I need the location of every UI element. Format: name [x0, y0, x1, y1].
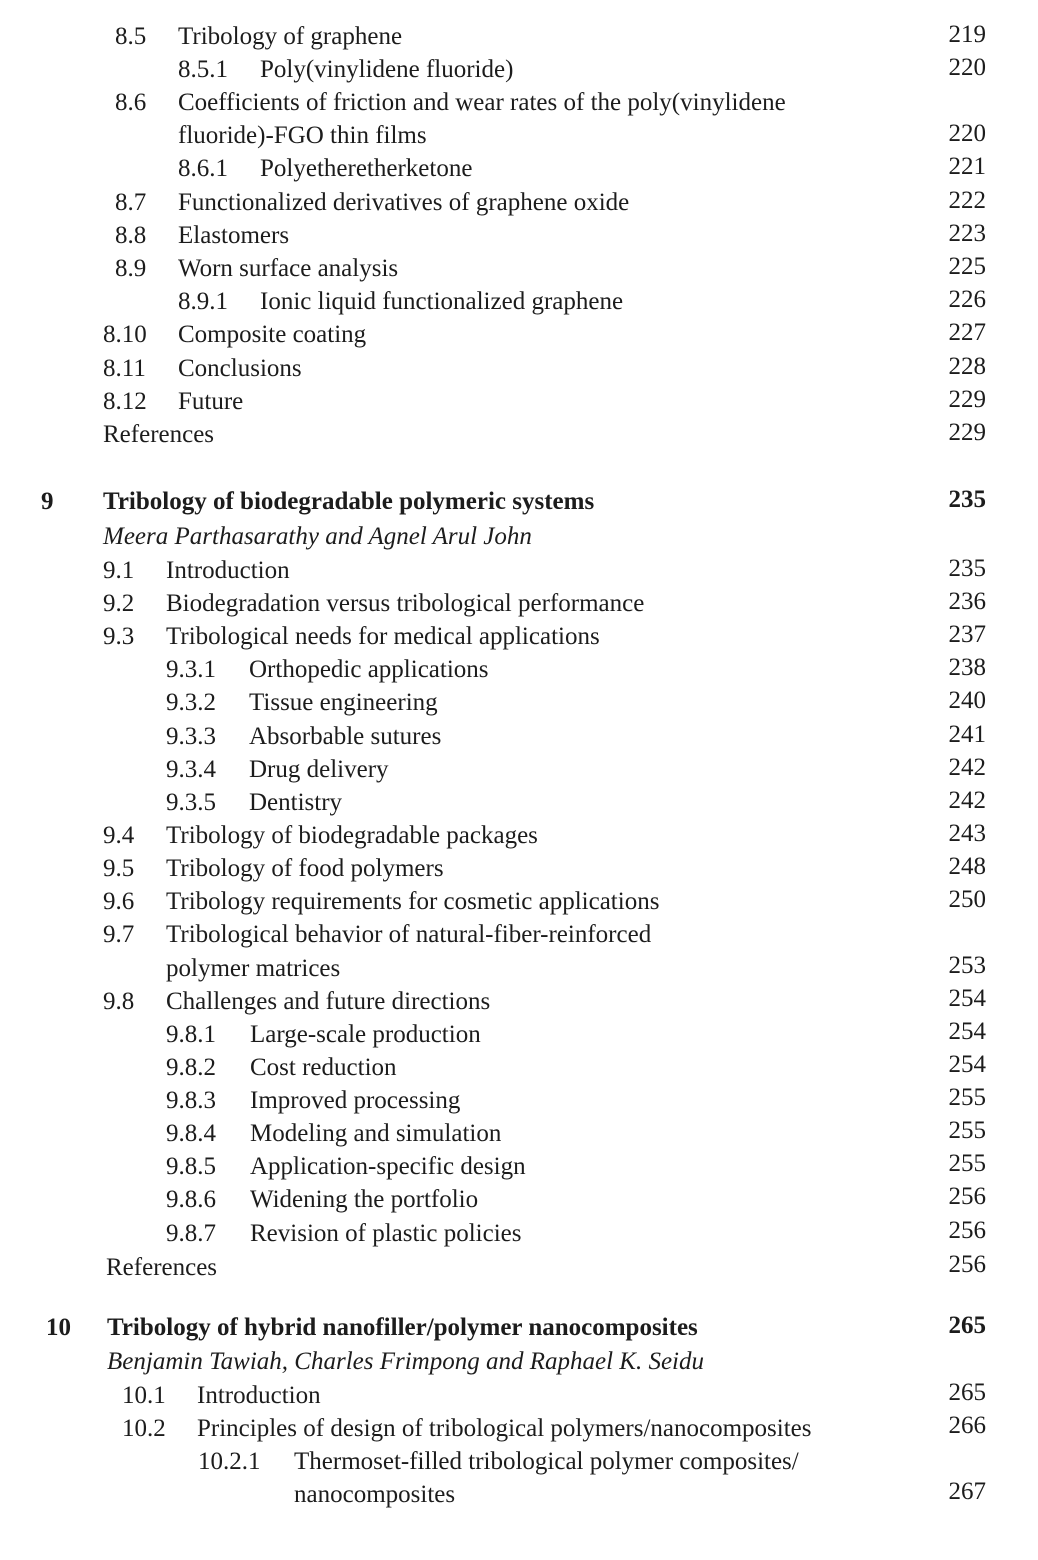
page-number: 236	[948, 588, 986, 615]
page-number: 254	[948, 1018, 986, 1045]
section-title: Worn surface analysis	[178, 255, 399, 282]
section-number: 9.3.5	[166, 789, 216, 816]
section-number: 8.6	[115, 89, 147, 116]
page-number: 240	[948, 687, 986, 714]
section-number: 8.9.1	[178, 288, 228, 315]
section-title: Principles of design of tribological polymers/nanocomposites	[197, 1415, 812, 1442]
page-number: 267	[948, 1478, 986, 1505]
section-number: 8.6.1	[178, 155, 228, 182]
section-number: 9.5	[103, 855, 135, 882]
section-title: Polyetheretherketone	[260, 155, 473, 182]
page-number: 254	[948, 1051, 986, 1078]
page-number: 256	[948, 1183, 986, 1210]
page-number: 266	[948, 1412, 986, 1439]
page-number: 225	[948, 253, 986, 280]
page-number: 235	[948, 555, 986, 582]
page-number: 265	[948, 1379, 986, 1406]
chapter-number: 10	[46, 1314, 71, 1341]
section-number: 8.12	[103, 388, 147, 415]
page-number: 242	[948, 754, 986, 781]
section-title: Application-specific design	[250, 1153, 526, 1180]
section-number: 8.5.1	[178, 56, 228, 83]
section-number: 8.10	[103, 321, 147, 348]
section-number: 9.8.5	[166, 1153, 216, 1180]
page-number: 248	[948, 853, 986, 880]
section-title: Tribology of food polymers	[166, 855, 444, 882]
section-number: 9.4	[103, 822, 135, 849]
section-title: Conclusions	[178, 355, 302, 382]
chapter-authors: Meera Parthasarathy and Agnel Arul John	[103, 523, 532, 550]
section-number: 9.3.1	[166, 656, 216, 683]
chapter-authors: Benjamin Tawiah, Charles Frimpong and Raphael K. Seidu	[107, 1348, 704, 1375]
page-number: 250	[948, 886, 986, 913]
section-number: 9.8.4	[166, 1120, 216, 1147]
section-title: Widening the portfolio	[250, 1186, 479, 1213]
section-number: 8.11	[103, 355, 146, 382]
section-title: Functionalized derivatives of graphene oxide	[178, 189, 630, 216]
section-title: Tribology of graphene	[178, 23, 403, 50]
page-number: 220	[948, 120, 986, 147]
chapter-page-number: 265	[948, 1312, 986, 1339]
references-label: References	[106, 1254, 218, 1281]
section-title-line-1: Thermoset-filled tribological polymer composites/	[294, 1448, 799, 1475]
section-title: Improved processing	[250, 1087, 461, 1114]
section-number: 9.8.7	[166, 1220, 216, 1247]
page-number: 256	[948, 1217, 986, 1244]
section-title: Introduction	[166, 557, 290, 584]
section-number: 8.9	[115, 255, 147, 282]
section-title: Ionic liquid functionalized graphene	[260, 288, 624, 315]
section-number: 9.8	[103, 988, 135, 1015]
section-number: 10.2.1	[198, 1448, 261, 1475]
section-number: 9.3.2	[166, 689, 216, 716]
section-number: 10.1	[122, 1382, 166, 1409]
section-number: 9.8.2	[166, 1054, 216, 1081]
page-number: 238	[948, 654, 986, 681]
section-title: Introduction	[197, 1382, 321, 1409]
section-title: Poly(vinylidene fluoride)	[260, 56, 514, 83]
section-title-line-1: Coefficients of friction and wear rates of the poly(vinylidene	[178, 89, 786, 116]
page-number: 255	[948, 1084, 986, 1111]
section-title: Tribological needs for medical applications	[166, 623, 600, 650]
page-number: 229	[948, 386, 986, 413]
section-title: Tribology of biodegradable packages	[166, 822, 538, 849]
section-number: 9.8.3	[166, 1087, 216, 1114]
section-title-line-2: nanocomposites	[294, 1481, 456, 1508]
section-number: 9.3	[103, 623, 135, 650]
section-number: 9.8.6	[166, 1186, 216, 1213]
page-number: 243	[948, 820, 986, 847]
section-number: 10.2	[122, 1415, 166, 1442]
section-number: 9.6	[103, 888, 135, 915]
section-number: 8.7	[115, 189, 147, 216]
section-title: Large-scale production	[250, 1021, 481, 1048]
section-number: 9.3.3	[166, 723, 216, 750]
section-title: Drug delivery	[249, 756, 389, 783]
section-number: 9.3.4	[166, 756, 216, 783]
chapter-page-number: 235	[948, 486, 986, 513]
page-number: 223	[948, 220, 986, 247]
page-number: 241	[948, 721, 986, 748]
page-number: 253	[948, 952, 986, 979]
chapter-title: Tribology of hybrid nanofiller/polymer nanocomposites	[107, 1314, 698, 1341]
page-number: 256	[948, 1251, 986, 1278]
section-title: Cost reduction	[250, 1054, 397, 1081]
section-title: Biodegradation versus tribological performance	[166, 590, 645, 617]
page-number: 255	[948, 1117, 986, 1144]
page-number: 255	[948, 1150, 986, 1177]
section-number: 9.7	[103, 921, 135, 948]
section-title: Challenges and future directions	[166, 988, 491, 1015]
section-title: Tribology requirements for cosmetic applications	[166, 888, 660, 915]
section-number: 9.8.1	[166, 1021, 216, 1048]
page-number: 221	[948, 153, 986, 180]
page-number: 219	[948, 21, 986, 48]
section-title-line-1: Tribological behavior of natural-fiber-reinforced	[166, 921, 652, 948]
section-title: Orthopedic applications	[249, 656, 489, 683]
section-title: Modeling and simulation	[250, 1120, 502, 1147]
section-title: Future	[178, 388, 244, 415]
chapter-number: 9	[41, 488, 54, 515]
section-title: Revision of plastic policies	[250, 1220, 522, 1247]
section-title: Elastomers	[178, 222, 290, 249]
references-label: References	[103, 421, 215, 448]
chapter-title: Tribology of biodegradable polymeric systems	[103, 488, 595, 515]
section-number: 8.8	[115, 222, 147, 249]
page-number: 222	[948, 187, 986, 214]
section-title: Composite coating	[178, 321, 367, 348]
page-number: 237	[948, 621, 986, 648]
section-title: Tissue engineering	[249, 689, 438, 716]
page-number: 227	[948, 319, 986, 346]
page-number: 242	[948, 787, 986, 814]
section-title-line-2: fluoride)-FGO thin films	[178, 122, 427, 149]
section-title: Absorbable sutures	[249, 723, 442, 750]
page-number: 254	[948, 985, 986, 1012]
section-title: Dentistry	[249, 789, 343, 816]
page-number: 226	[948, 286, 986, 313]
page-number: 220	[948, 54, 986, 81]
section-number: 8.5	[115, 23, 147, 50]
page-number: 228	[948, 353, 986, 380]
section-number: 9.2	[103, 590, 135, 617]
section-title-line-2: polymer matrices	[166, 955, 341, 982]
section-number: 9.1	[103, 557, 135, 584]
page-number: 229	[948, 419, 986, 446]
